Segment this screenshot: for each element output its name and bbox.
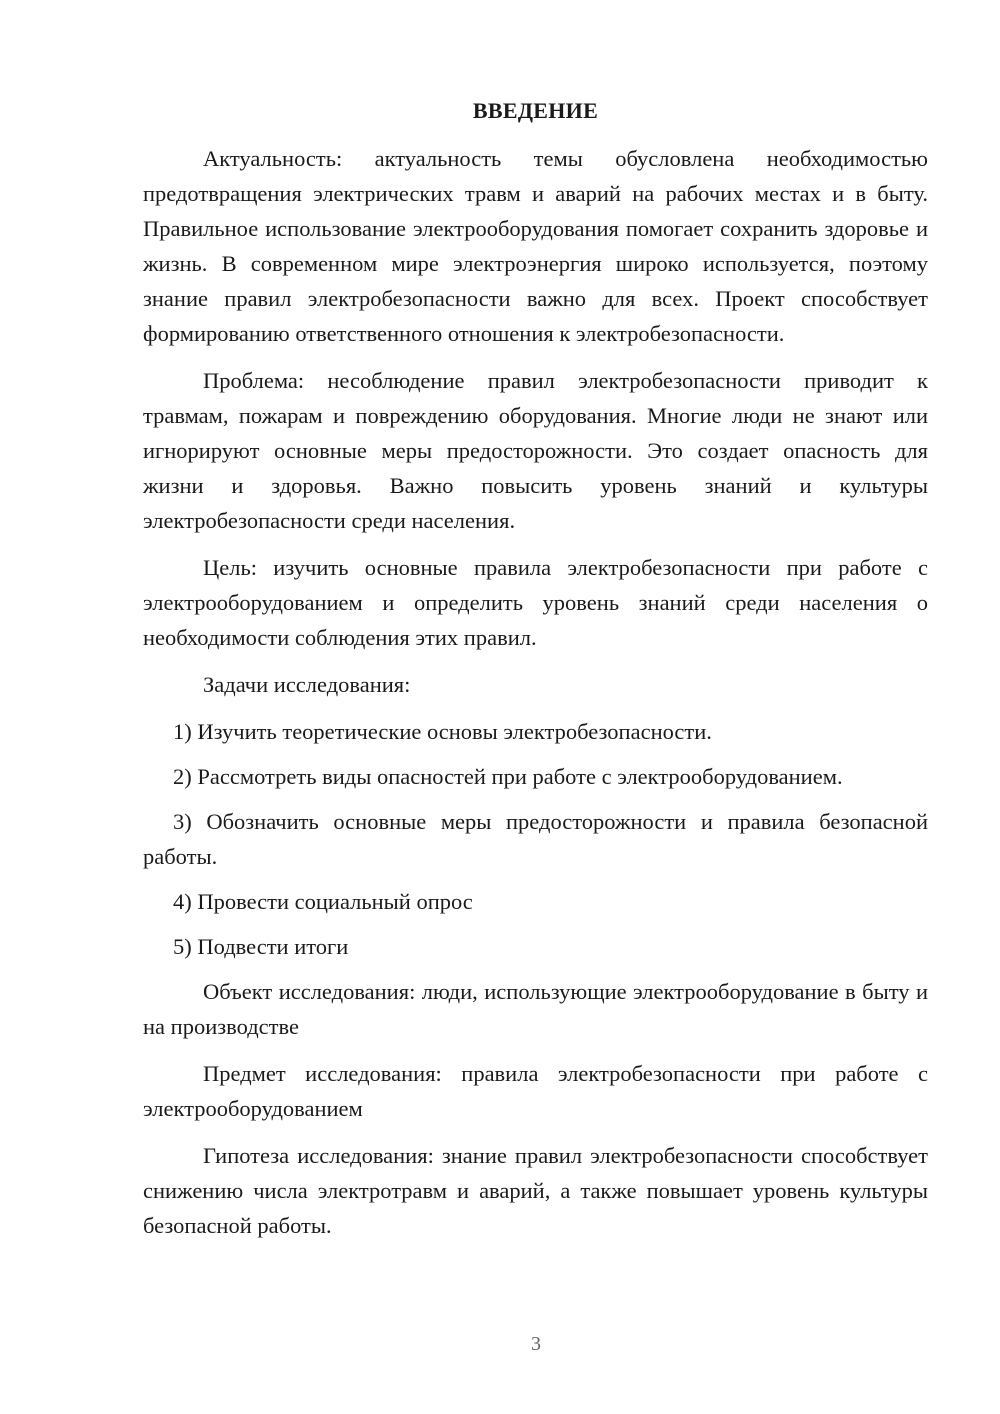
task-item-5: 5) Подвести итоги — [173, 934, 349, 959]
page-content — [143, 95, 928, 1255]
page-number: 3 — [531, 1333, 541, 1355]
task-item-2: 2) Рассмотреть виды опасностей при работе с электрооборудованием. — [173, 764, 843, 789]
goal-paragraph: Цель: изучить основные правила электробезопасности при работе с электрооборудованием и определить уровень знаний среди населения о необходимости соблюдения этих правил. — [143, 555, 928, 650]
tasks-heading: Задачи исследования: — [203, 672, 411, 697]
task-item-1: 1) Изучить теоретические основы электробезопасности. — [173, 719, 712, 744]
problem-paragraph: Проблема: несоблюдение правил электробезопасности приводит к травмам, пожарам и повреждению оборудования. Многие люди не знают или игнорируют основные меры предосторожности. Это создает опасность для жизни и здоровья. Важно повысить уровень знаний и культуры электробезопасности среди населения. — [143, 368, 928, 533]
task-item-3: 3) Обозначить основные меры предосторожности и правила безопасной работы. — [143, 809, 928, 869]
section-title: ВВЕДЕНИЕ — [472, 98, 599, 123]
hypothesis-paragraph: Гипотеза исследования: знание правил электробезопасности способствует снижению числа электротравм и аварий, а также повышает уровень культуры безопасной работы. — [143, 1143, 928, 1238]
subject-paragraph: Предмет исследования: правила электробезопасности при работе с электрооборудованием — [143, 1061, 928, 1121]
object-paragraph: Объект исследования: люди, использующие электрооборудование в быту и на производстве — [143, 979, 928, 1039]
task-item-4: 4) Провести социальный опрос — [173, 889, 473, 914]
relevance-paragraph: Актуальность: актуальность темы обусловлена необходимостью предотвращения электрических травм и аварий на рабочих местах и в быту. Правильное использование электрооборудования помогает сохранить здоровье и жизнь. В современном мире электроэнергия широко используется, поэтому знание правил электробезопасности важно для всех. Проект способствует формированию ответственного отношения к электробезопасности. — [143, 146, 928, 346]
